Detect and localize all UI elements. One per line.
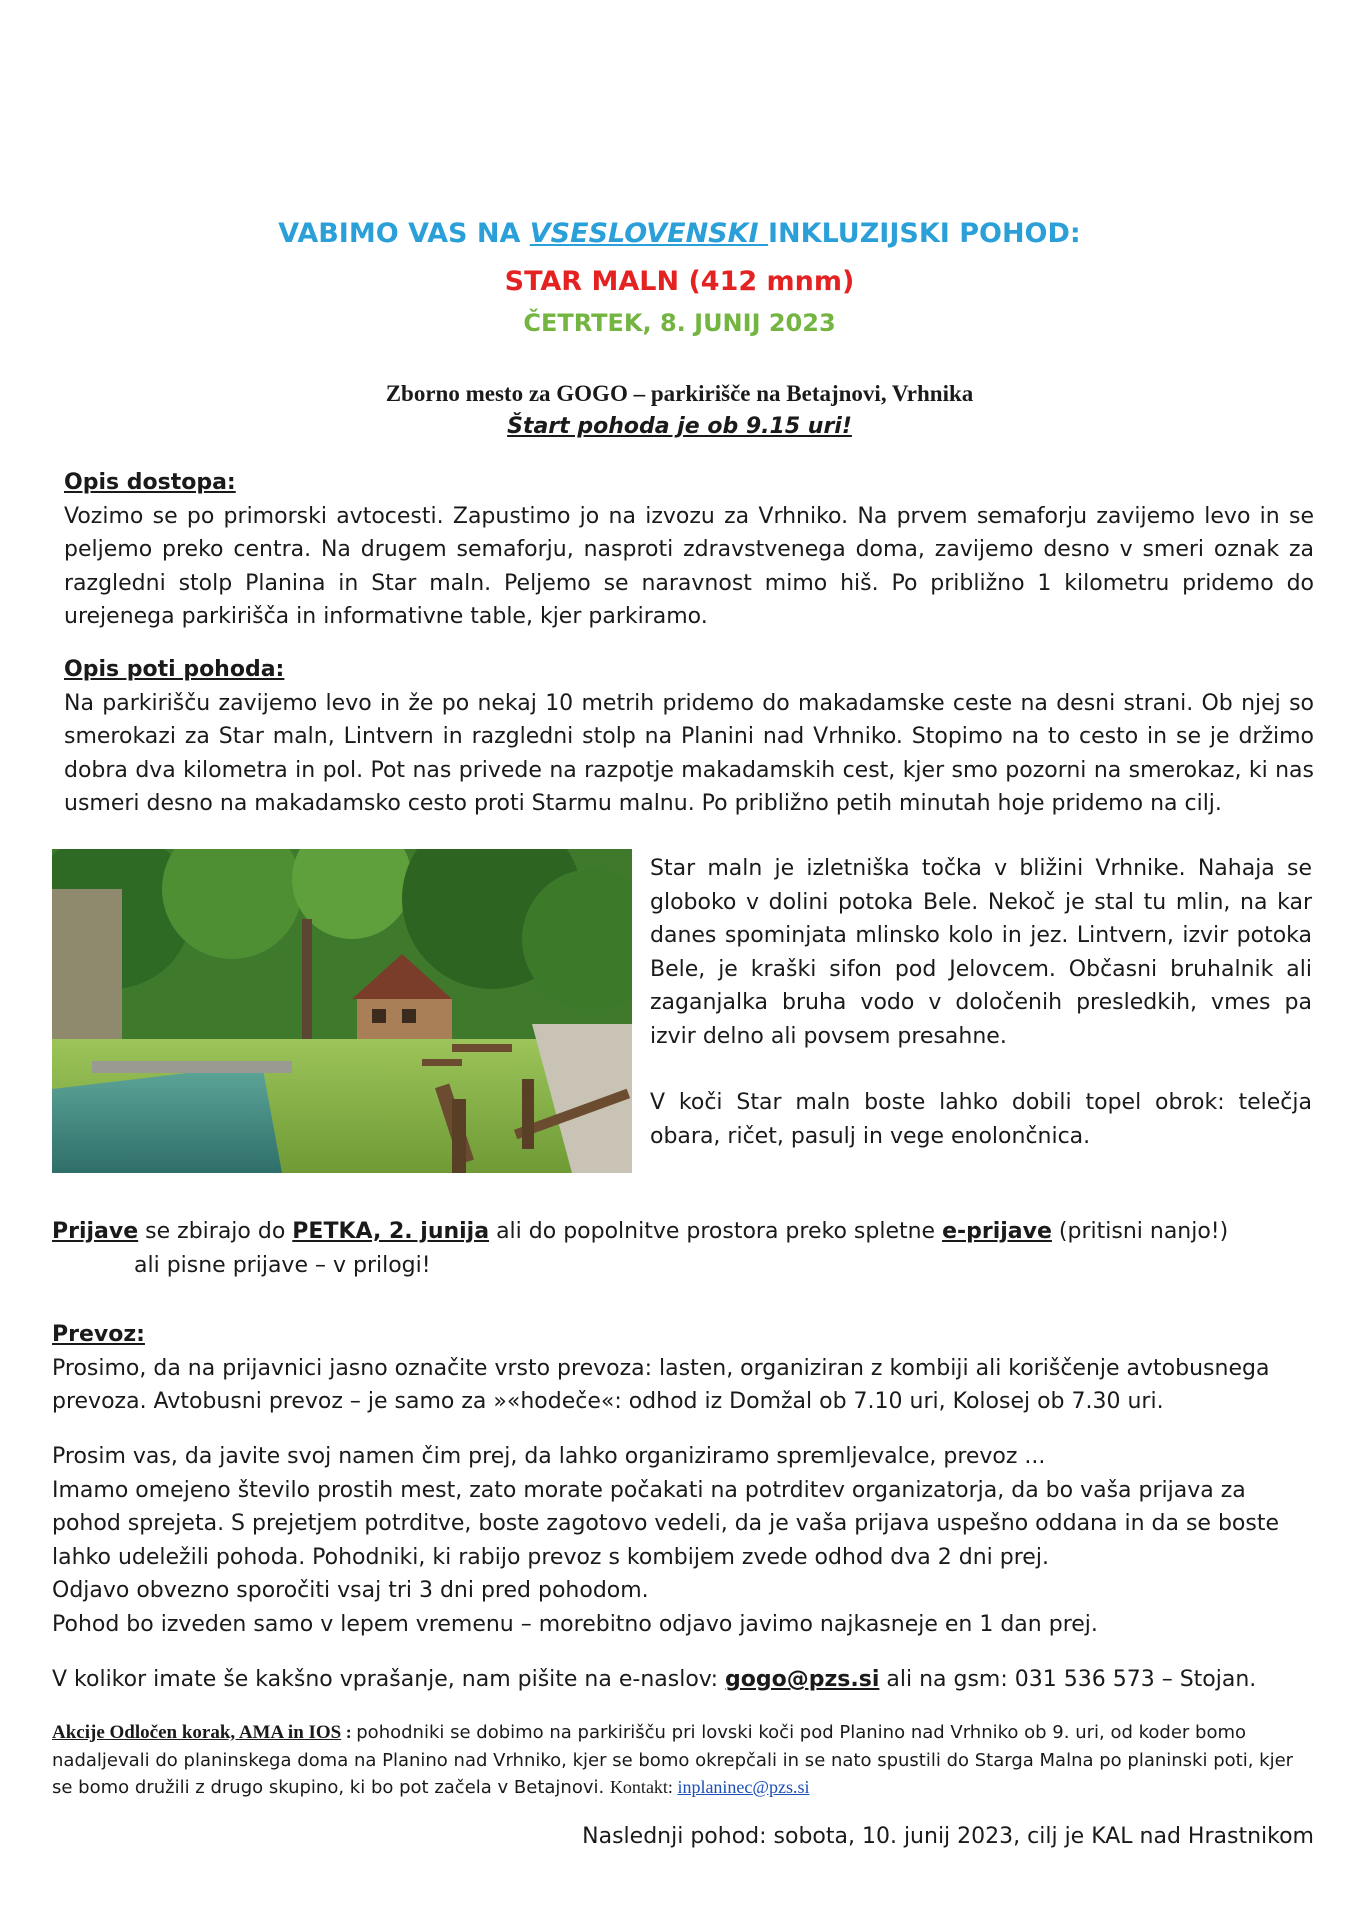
notes-line-2: Imamo omejeno število prostih mest, zato morate počakati na potrditev organizatorja, da bo vaša prijava za pohod sprejeta. S prejetjem potrditve, boste zagotovo vedeli, da je vaša prijava uspešno oddana in da se boste lahko udeležili pohoda. Pohodniki, ki rabijo prevoz s kombijem zvede odhod dva 2 dni prej.: [52, 1477, 1279, 1570]
notes-line-3: Odjavo obvezno sporočiti vsaj tri 3 dni pred pohodom.: [52, 1578, 649, 1603]
event-date: ČETRTEK, 8. JUNIJ 2023: [523, 309, 836, 337]
registration-text-3: (pritisni nanjo!): [1051, 1219, 1229, 1244]
transport-section: [52, 1318, 1314, 1419]
invite-heading-emphasis: VSESLOVENSKI: [529, 218, 768, 249]
meeting-point: Zborno mesto za GOGO – parkirišče na Betajnovi, Vrhnika: [385, 381, 974, 406]
actions-note: [52, 1719, 1314, 1802]
notes-line-1: Prosim vas, da javite svoj namen čim prej, da lahko organiziramo spremljevalce, prevoz ...: [52, 1444, 1046, 1469]
transport-label: Prevoz:: [52, 1322, 145, 1347]
notes-line-4: Pohod bo izveden samo v lepem vremenu – morebitno odjavo javimo najkasneje en 1 dan prej.: [52, 1611, 1098, 1637]
contact-line: [52, 1663, 1314, 1697]
star-maln-photo: [52, 849, 632, 1173]
access-text: Vozimo se po primorski avtocesti. Zapustimo jo na izvozu za Vrhniko. Na prvem semaforju zavijemo levo in se peljemo preko centra. Na drugem semaforju, nasproti zdravstvenega doma, zavijemo desno v smeri oznak za razgledni stolp Planina in Star maln. Peljemo se naravnost mimo hiš. Po približno 1 kilometru pridemo do urejenega parkirišča in informativne table, kjer parkiramo.: [64, 503, 1314, 629]
access-label: Opis dostopa:: [64, 470, 236, 495]
registration-section: [52, 1215, 1314, 1282]
notes-section: [52, 1440, 1314, 1641]
actions-text: pohodniki se dobimo na parkirišču pri lovski koči pod Planino nad Vrhniko ob 9. uri, od koder bomo nadaljevali do planinskega doma na Planino nad Vrhniko, kjer se bomo okrepčali in se nato spustili do Starga Malna po planinski poti, kjer se bomo družili z drugo skupino, ki bo pot začela v Betajnovi.: [52, 1722, 1294, 1798]
route-section: [64, 653, 1314, 821]
contact-post: ali na gsm: 031 536 573 – Stojan.: [879, 1667, 1257, 1692]
registration-label: Prijave: [52, 1219, 139, 1244]
start-time: Štart pohoda je ob 9.15 uri!: [507, 414, 852, 439]
registration-deadline: PETKA, 2. junija: [292, 1219, 490, 1244]
transport-text: Prosimo, da na prijavnici jasno označite vrsto prevoza: lasten, organiziran z kombiji ali koriščenje avtobusnega prevoza. Avtobusni prevoz – je samo za »«hodeče«: odhod iz Domžal ob 7.10 uri, Kolosej ob 7.30 uri.: [52, 1355, 1270, 1414]
registration-text-2: ali do popolnitve prostora preko spletne: [489, 1219, 943, 1244]
access-section: [64, 466, 1314, 634]
invite-heading-post: INKLUZIJSKI POHOD:: [768, 218, 1081, 249]
about-paragraph: Star maln je izletniška točka v bližini Vrhnike. Nahaja se globoko v dolini potoka Bele. Nekoč je stal tu mlin, na kar danes spominjata mlinsko kolo in jez. Lintvern, izvir potoka Bele, je kraški sifon pod Jelovcem. Občasni bruhalnik ali zaganjalka bruha vodo v določenih presledkih, vmes pa izvir delno ali povsem presahne.: [650, 856, 1312, 1049]
destination-title: STAR MALN (412 mnm): [504, 266, 855, 297]
contact-email-link[interactable]: gogo@pzs.si: [725, 1667, 880, 1692]
route-text: Na parkirišču zavijemo levo in že po nekaj 10 metrih pridemo do makadamske ceste na desni strani. Ob njej so smerokazi za Star maln, Lintvern in razgledni stolp na Planini nad Vrhniko. Stopimo na to cesto in se je držimo dobra dva kilometra in pol. Pot nas privede na razpotje makadamskih cest, kjer smo pozorni na smerokaz, ki nas usmeri desno na makadamsko cesto proti Starmu malnu. Po približno petih minutah hoje pridemo na cilj.: [64, 690, 1314, 816]
actions-contact-label: Kontakt:: [609, 1777, 678, 1797]
invite-heading: [0, 218, 1359, 249]
route-label: Opis poti pohoda:: [64, 657, 285, 682]
invite-heading-pre: VABIMO VAS NA: [278, 218, 530, 249]
meal-paragraph: V koči Star maln boste lahko dobili topel obrok: telečja obara, ričet, pasulj in vege enolončnica.: [650, 1090, 1312, 1149]
registration-text-1: se zbirajo do: [138, 1219, 293, 1244]
contact-pre: V kolikor imate še kakšno vprašanje, nam pišite na e-naslov:: [52, 1667, 725, 1692]
actions-label: Akcije Odločen korak, AMA in IOS: [52, 1722, 342, 1743]
actions-separator: :: [341, 1722, 357, 1742]
written-registration: ali pisne prijave – v prilogi!: [134, 1252, 431, 1278]
actions-email-link[interactable]: inplaninec@pzs.si: [677, 1777, 810, 1797]
e-registration-link[interactable]: e-prijave: [942, 1219, 1052, 1244]
next-hike: Naslednji pohod: sobota, 10. junij 2023, cilj je KAL nad Hrastnikom: [582, 1824, 1314, 1849]
